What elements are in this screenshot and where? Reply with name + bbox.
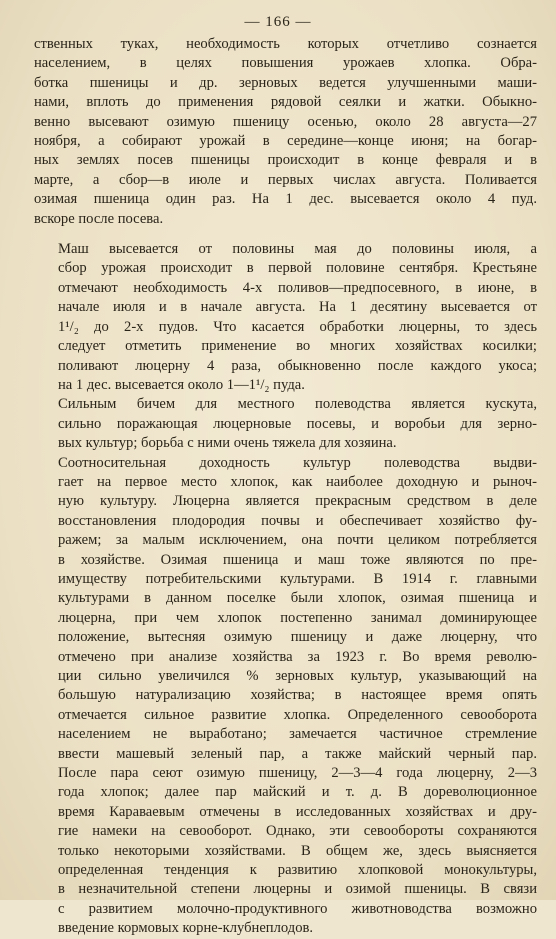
text-line: вскоре после посева.	[34, 210, 164, 227]
text-line: с развитием молочно-продуктивного животноводства возможно	[58, 900, 537, 917]
text-line: культурами в данном поселке были хлопок, озимая пшеница и	[58, 590, 537, 607]
text-line: имуществу потребительскими культурами. В 1914 г. главными	[58, 570, 537, 587]
text-line: Маш высевается от половины мая до половины июля, а	[58, 241, 537, 258]
text-line: ноября, а собирают урожай в середине—конце июня; на богар-	[34, 133, 537, 150]
text-line: сильно поражающая люцерновые посевы, и воробьи для зерно-	[58, 415, 537, 432]
text-line: озимая пшеница один раз. На 1 дес. высевается около 4 пуд.	[34, 191, 537, 208]
text-line: только некоторыми хозяйствами. В общем же, здесь выясняется	[58, 842, 537, 859]
text-line: поливают люцерну 4 раза, обыкновенно после каждого укоса;	[58, 357, 537, 374]
text-line: отмечено при анализе хозяйства за 1923 г. Во время револю-	[58, 648, 537, 665]
text-line: года хлопок; далее пар майский и т. д. В дореволюционное	[58, 784, 537, 801]
text-line: ражем; за малым исключением, она почти целиком потребляется	[58, 532, 537, 549]
text-line: населением не выработано; замечается частичное стремление	[58, 726, 537, 743]
text-line: люцерна, при чем хлопок постепенно занимал доминирующее	[58, 609, 537, 626]
body-text	[34, 35, 537, 939]
text-line: После пара сеют озимую пшеницу, 2—3—4 года люцерну, 2—3	[58, 765, 537, 782]
text-line: начале июля и в начале августа. На 1 десятину высевается от	[58, 299, 537, 316]
text-line: Соотносительная доходность культур полеводства выдви-	[58, 454, 537, 471]
text-line: отмечается сильное развитие хлопка. Определенного севооборота	[58, 706, 537, 723]
text-line: гает на первое место хлопок, как наиболее доходную и рыноч-	[58, 473, 537, 490]
text-line: отмечают необходимость 4-х поливов—предпосевного, в июне, в	[58, 279, 537, 296]
paragraph	[34, 395, 537, 453]
text-line: время Караваевым отмечены в исследованных хозяйствах и дру-	[58, 803, 537, 820]
text-line: ботка пшеницы и др. зерновых ведется улучшенными маши-	[34, 74, 537, 91]
text-line: сбор урожая происходит в первой половине сентября. Крестьяне	[58, 260, 537, 277]
text-line: ственных туках, необходимость которых отчетливо сознается	[34, 36, 537, 52]
paragraph	[34, 35, 537, 229]
text-line: нами, вплоть до применения рядовой сеялки и жатки. Обыкно-	[34, 94, 537, 111]
text-line: вых культур; борьба с ними очень тяжела для хозяина.	[58, 435, 397, 452]
text-line: ции сильно увеличился % зерновых культур, указывающий на	[58, 668, 537, 684]
text-line: положение, вытесняя озимую пшеницу и даже люцерну, что	[58, 629, 537, 646]
text-line: большую натурализацию хозяйства; в настоящее время опять	[58, 687, 537, 704]
paragraph	[34, 240, 537, 395]
text-line: следует отметить применение во многих хозяйствах косилки;	[58, 338, 537, 355]
text-line: определенная тенденция к развитию хлопковой монокультуры,	[58, 862, 537, 879]
text-line: гие намеки на севооборот. Однако, эти севообороты сохраняются	[58, 823, 537, 840]
text-line: восстановления плодородия почвы и обеспечивает хозяйство фу-	[58, 512, 537, 529]
text-line: ввести машевый зеленый пар, а также майский черный пар.	[58, 745, 537, 762]
text-line: на 1 дес. высевается около 1—1¹/₂ пуда.	[58, 376, 305, 393]
text-line: 1¹/₂ до 2-х пудов. Что касается обработки люцерны, то здесь	[58, 318, 537, 335]
text-line: населением, в целях повышения урожаев хлопка. Обра-	[34, 55, 537, 72]
text-line: в хозяйстве. Озимая пшеница и маш тоже являются по пре-	[58, 551, 537, 568]
text-line: ных землях посев пшеницы происходит в конце февраля и в	[34, 152, 537, 169]
text-line: марте, а сбор—в июле и первых числах августа. Поливается	[34, 171, 537, 188]
text-line: введение кормовых корне-клубнеплодов.	[58, 920, 314, 937]
text-line: Сильным бичем для местного полеводства является кускута,	[58, 396, 537, 413]
text-line: в незначительной степени люцерны и озимой пшеницы. В связи	[58, 881, 537, 898]
text-line: ную культуру. Люцерна является прекрасным средством в деле	[58, 493, 537, 510]
page-number: — 166 —	[244, 14, 312, 30]
paragraph	[34, 454, 537, 939]
text-line: венно высевают озимую пшеницу осенью, около 28 августа—27	[34, 113, 537, 130]
